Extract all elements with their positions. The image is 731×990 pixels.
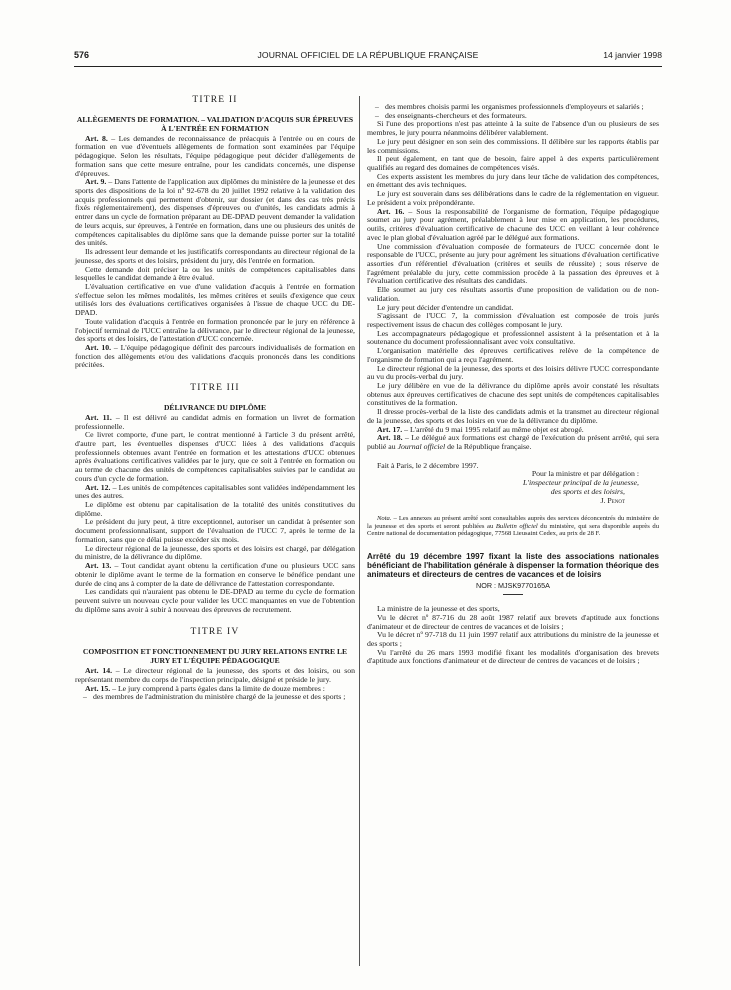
titre-iv-subtitle: COMPOSITION ET FONCTIONNEMENT DU JURY RELATIONS ENTRE LE JURY ET L'ÉQUIPE PÉDAGOGIQUE (82, 647, 348, 666)
paragraph: Le jury peut décider d'entendre un candidat. (377, 302, 514, 312)
paragraph: La ministre de la jeunesse et des sports, (377, 604, 500, 614)
signature-line: Pour la ministre et par délégation : (531, 469, 639, 479)
paragraph: Si l'une des proportions n'est pas atteinte à la suite de l'absence d'un ou plusieurs de ses membres, le jury pourra néanmoins délibérer valablement. (367, 119, 659, 138)
nor-rule (503, 594, 523, 595)
signature-title: des sports et des loisirs, (550, 486, 625, 496)
titre-iv-heading: TITRE IV (190, 627, 240, 638)
paragraph: Vu le décret nº 97-718 du 11 juin 1997 relatif aux attributions du ministre de la jeunesse et des sports ; (367, 630, 659, 649)
article-14-label: Art. 14. (85, 666, 113, 676)
paragraph: Ils adressent leur demande et les justificatifs correspondants au directeur régional de la jeunesse, des sports et des loisirs, président du jury, dès l'entrée en formation. (75, 247, 355, 265)
titre-ii-subtitle: ALLÈGEMENTS DE FORMATION. – VALIDATION D'ACQUIS SUR ÉPREUVES À L'ENTRÉE EN FORMATION (76, 114, 354, 133)
article-17-text: – L'arrêté du 9 mai 1995 relatif au même objet est abrogé. (402, 424, 584, 434)
article-15-text: – Le jury comprend à parts égales dans la limite de douze membres : (110, 683, 325, 693)
list-item: – des membres de l'administration du ministère chargé de la jeunesse et des sports ; (75, 693, 355, 702)
paragraph: Cette demande doit préciser la ou les unités de compétences capitalisables dans lesquelles le candidat demande à être évalué. (75, 264, 355, 283)
article-17-label: Art. 17. (377, 424, 403, 434)
article-11-text: – Il est délivré au candidat admis en formation un livret de formation professionnelle. (75, 412, 355, 431)
right-column (367, 103, 659, 666)
article-13-text: – Tout candidat ayant obtenu la certification d'une ou plusieurs UCC sans obtenir le diplôme avant le terme de la formation en conserve le bénéfice pendant une durée de cinq ans à compter de la date de délivrance de l'attestation correspondante. (75, 561, 355, 588)
article-13 (75, 562, 355, 588)
nota-label: Nota. (377, 515, 392, 523)
paragraph: Le président du jury peut, à titre exceptionnel, autoriser un candidat à présenter son document professionnalisant, support de l'évaluation de l'UCC 7, après le terme de la formation, sans que ce délai puisse excéder six mois. (75, 517, 355, 544)
article-10-label: Art. 10. (85, 342, 112, 352)
journal-officiel-italic: Journal officiel (397, 442, 446, 452)
article-8-text: – Les demandes de reconnaissance de préacquis à l'entrée ou en cours de formation en vue d'éventuels allègements de formation sont examinées par l'équipe pédagogique. Selon les résultats, l'équipe pédagogique peut décider d'allègements de formation sans que cette mesure entraîne, pour les candidats concernés, une dispense d'épreuves. (75, 133, 355, 178)
article-18-text-end: de la République française. (445, 442, 532, 452)
article-9-text: – Dans l'attente de l'application aux diplômes du ministère de la jeunesse et des sports des dispositions de la loi nº 92-678 du 20 juillet 1992 relative à la validation des acquis professionnels qui permettent d'obtenir, sur dossier (et dans des cas très précis fixés réglementairement), des dispenses d'épreuves ou d'unités, les candidats admis à entrer dans un cycle de formation préparant au DE-DPAD peuvent demander la validation de leurs acquis, sur épreuves, à l'entrée en formation, dans une ou plusieurs des unités de compétences capitalisables du diplôme sans que la demande puisse porter sur la totalité des unités. (75, 177, 355, 248)
paragraph: L'organisation matérielle des épreuves certificatives relève de la compétence de l'organisme de formation qui a reçu l'agrément. (367, 346, 659, 364)
article-18 (367, 434, 659, 451)
article-14-text: – Le directeur régional de la jeunesse, des sports et des loisirs, ou son représentant membre du corps de l'inspection principale, désigné et préside le jury. (75, 666, 355, 684)
nota-bulletin: Bulletin officiel (495, 522, 538, 530)
article-9 (75, 178, 355, 248)
signature-title: L'inspecteur principal de la jeunesse, (523, 478, 639, 488)
article-11 (75, 414, 355, 431)
paragraph: Le directeur régional de la jeunesse, des sports et des loisirs délivre l'UCC correspondante au vu du procès-verbal du jury. (367, 363, 659, 382)
list-item: – des enseignants-chercheurs et des formateurs. (367, 112, 659, 121)
paragraph: Il peut également, en tant que de besoin, faire appel à des experts particulièrement qualifiés au regard des domaines de compétences visés. (367, 154, 659, 173)
article-10-text: – L'équipe pédagogique définit des parcours individualisés de formation en fonction des allègements et/ou des validations d'acquis prononcés dans les conditions précitées. (75, 342, 355, 370)
paragraph: Vu le décret nº 87-716 du 28 août 1987 relatif aux brevets d'aptitude aux fonctions d'animateur et de directeur de centres de vacances et de loisirs ; (367, 612, 659, 631)
paragraph: Ce livret comporte, d'une part, le contrat mentionné à l'article 3 du présent arrêté, d'autre part, les éventuelles dispenses d'UCC liées à des validations d'acquis professionnels obtenues avant l'entrée en formation et les attestations d'UCC obtenues après évaluations certificatives validées par le jury, que ce soit à l'entrée en formation ou au terme de chacune des unités de compétences capitalisables suivies par le candidat au cours d'un cycle de formation. (75, 430, 355, 483)
article-8 (75, 135, 355, 179)
article-18-text: – Le délégué aux formations est chargé de l'exécution du présent arrêté, qui sera publié au (367, 433, 659, 452)
paragraph: Elle soumet au jury ces résultats assortis d'une proposition de validation ou de non-validation. (367, 285, 659, 303)
nota-text: – Les annexes au présent arrêté sont consultables auprès des services déconcentrés du ministère de la jeunesse et des sports et seront publiées au (367, 515, 659, 530)
paragraph: Une commission d'évaluation composée de formateurs de l'UCC concernée dont le responsable de l'UCC, présente au jury pour agrément les situations d'évaluation certificative assorties d'un référentiel d'évaluation (critères et seuils de réussite) ; sous réserve de l'agrément préalable du jury, cette commission procède à la passation des épreuves et à l'évaluation certificative des résultats des candidats. (367, 241, 659, 286)
paragraph: Il dresse procès-verbal de la liste des candidats admis et la transmet au directeur régional de la jeunesse, des sports et des loisirs en vue de la délivrance du diplôme. (367, 407, 659, 425)
titre-iii-heading: TITRE III (190, 383, 240, 394)
article-16 (367, 208, 659, 243)
paragraph: Les candidats qui n'auraient pas obtenu le DE-DPAD au terme du cycle de formation peuvent suivre un nouveau cycle pour valider les UCC manquantes en vue de l'obtention du diplôme sans avoir à subir à nouveau des épreuves de recrutement. (75, 587, 355, 614)
article-8-label: Art. 8. (85, 133, 108, 143)
signature-date: Fait à Paris, le 2 décembre 1997. (377, 460, 479, 470)
paragraph: Ces experts assistent les membres du jury dans leur tâche de validation des compétences, en émettant des avis techniques. (367, 171, 659, 190)
article-18-label: Art. 18. (377, 433, 403, 443)
paragraph: Vu l'arrêté du 26 mars 1993 modifié fixant les modalités d'organisation des brevets d'aptitude aux fonctions d'animateur et de directeur de centres de vacances et de loisirs ; (367, 647, 659, 666)
article-12 (75, 484, 355, 501)
paragraph: Le jury est souverain dans ses délibérations dans le cadre de la réglementation en vigueur. Le président a voix prépondérante. (367, 189, 659, 207)
paragraph: L'évaluation certificative en vue d'une validation d'acquis à l'entrée en formation s'effectue selon les mêmes modalités, les mêmes critères et seuils d'exigence que ceux utilisés lors des évaluations certificatives organisées à l'issue de chaque UCC du DE-DPAD. (75, 281, 355, 318)
left-column (75, 96, 355, 702)
paragraph: Le jury délibère en vue de la délivrance du diplôme après avoir constaté les résultats obtenus aux épreuves certificatives de chacune des sept unités de compétences capitalisables constitutives de la formation. (367, 381, 659, 408)
article-13-label: Art. 13. (85, 561, 112, 571)
article-10 (75, 344, 355, 370)
signatory-name: J. Penot (600, 495, 625, 505)
paragraph: Le diplôme est obtenu par capitalisation de la totalité des unités constitutives du diplôme. (75, 500, 355, 518)
issue-date: 14 janvier 1998 (603, 50, 662, 60)
article-12-text: – Les unités de compétences capitalisables sont validées indépendamment les unes des autres. (75, 482, 355, 501)
paragraph: Le jury peut désigner en son sein des commissions. Il délibère sur les rapports établis par les commissions. (367, 136, 659, 155)
nota (367, 515, 659, 538)
titre-ii-heading: TITRE II (192, 95, 238, 105)
column-divider (359, 96, 360, 966)
paragraph: Le directeur régional de la jeunesse, des sports et des loisirs est chargé, par délégation du ministre, de la délivrance du diplôme. (75, 543, 355, 562)
article-11-label: Art. 11. (85, 412, 112, 422)
paragraph: Les accompagnateurs pédagogique et professionnel assistent à la présentation et à la soutenance du document professionnalisant avec voix consultative. (367, 328, 659, 347)
article-16-text: – Sous la responsabilité de l'organisme de formation, l'équipe pédagogique soumet au jury pour agrément, préalablement à leur mise en application, les procédures, outils, critères d'évaluation certificative de chacune des UCC en veillant à leur cohérence avec le plan global d'évaluation agréé par le délégué aux formations. (367, 206, 659, 242)
paragraph: S'agissant de l'UCC 7, la commission d'évaluation est composée de trois jurés respectivement issus de chacun des collèges composant le jury. (367, 311, 659, 329)
article-14 (75, 667, 355, 684)
article-15-label: Art. 15. (85, 683, 111, 693)
header-rule (74, 66, 662, 67)
titre-iii-subtitle: DÉLIVRANCE DU DIPLÔME (163, 402, 267, 412)
nota-text-end: du ministère, qui sera disponible auprès du Centre national de documentation pédagogique, 77568 Lieusaint Cedex, au prix de 28 F. (367, 522, 659, 538)
page-header (74, 50, 662, 64)
arrete-title: Arrêté du 19 décembre 1997 fixant la liste des associations nationales bénéficiant de l'habilitation générale à dispenser la formation théorique des animateurs et directeurs de centres de vacances et de loisirs (367, 551, 659, 580)
article-9-label: Art. 9. (85, 177, 107, 187)
list-item: – des membres choisis parmi les organismes professionnels d'employeurs et salariés ; (367, 103, 659, 112)
journal-title: JOURNAL OFFICIEL DE LA RÉPUBLIQUE FRANÇAISE (257, 50, 479, 60)
article-12-label: Art. 12. (85, 482, 111, 492)
page-number: 576 (74, 50, 90, 60)
article-16-label: Art. 16. (377, 206, 405, 216)
paragraph: Toute validation d'acquis à l'entrée en formation prononcée par le jury en référence à l'objectif terminal de l'UCC entraîne la délivrance, par le directeur régional de la jeunesse, des sports et des loisirs, de l'attestation d'UCC concernée. (75, 316, 355, 344)
nor-reference: NOR : MJSK9770165A (476, 581, 550, 591)
